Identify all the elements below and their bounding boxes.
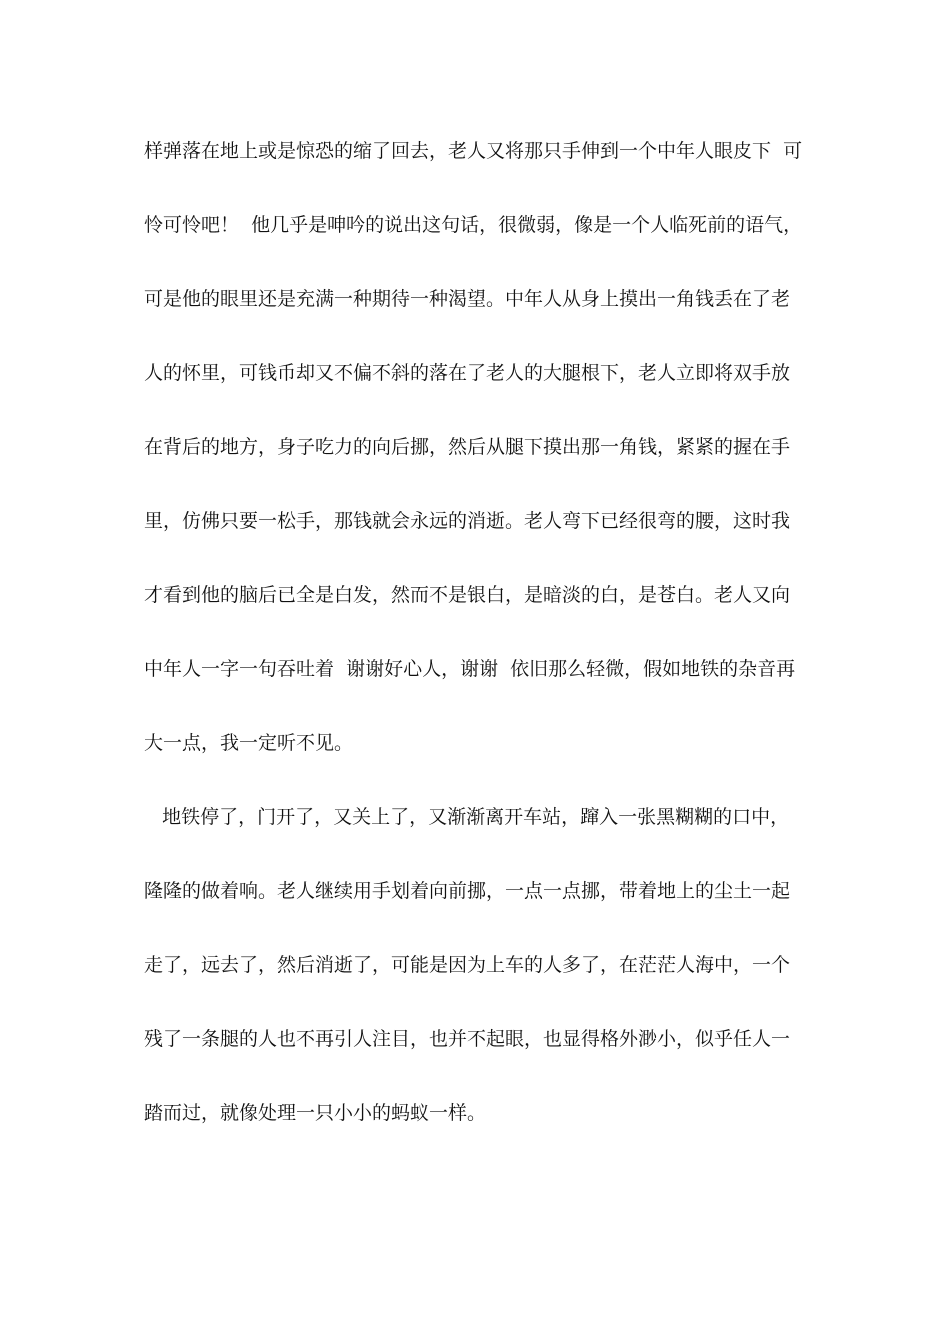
text-line: 大一点，我一定听不见。 bbox=[144, 732, 354, 754]
text-line: 中年人一字一句吞吐着 谢谢好心人，谢谢 依旧那么轻微，假如地铁的杂音再 bbox=[144, 658, 796, 680]
text-line: 可是他的眼里还是充满一种期待一种渴望。中年人从身上摸出一角钱丢在了老 bbox=[144, 288, 791, 310]
text-line: 地铁停了，门开了，又关上了，又渐渐离开车站，蹿入一张黑糊糊的口中， bbox=[144, 806, 790, 828]
text-line: 怜可怜吧！ 他几乎是呻吟的说出这句话，很微弱，像是一个人临死前的语气， bbox=[144, 214, 803, 236]
text-line: 在背后的地方，身子吃力的向后挪，然后从腿下摸出那一角钱，紧紧的握在手 bbox=[144, 436, 791, 458]
body-text bbox=[144, 131, 809, 1167]
text-line: 隆隆的做着响。老人继续用手划着向前挪，一点一点挪，带着地上的尘土一起 bbox=[144, 880, 791, 902]
text-line: 里，仿佛只要一松手，那钱就会永远的消逝。老人弯下已经很弯的腰，这时我 bbox=[144, 510, 791, 532]
text-line: 人的怀里，可钱币却又不偏不斜的落在了老人的大腿根下，老人立即将双手放 bbox=[144, 362, 791, 384]
text-line: 才看到他的脑后已全是白发，然而不是银白，是暗淡的白，是苍白。老人又向 bbox=[144, 584, 791, 606]
text-line: 残了一条腿的人也不再引人注目，也并不起眼，也显得格外渺小，似乎任人一 bbox=[144, 1028, 791, 1050]
text-line: 踏而过，就像处理一只小小的蚂蚁一样。 bbox=[144, 1102, 487, 1124]
text-line: 样弹落在地上或是惊恐的缩了回去，老人又将那只手伸到一个中年人眼皮下 可 bbox=[144, 140, 803, 162]
text-line: 走了，远去了，然后消逝了，可能是因为上车的人多了，在茫茫人海中，一个 bbox=[144, 954, 791, 976]
